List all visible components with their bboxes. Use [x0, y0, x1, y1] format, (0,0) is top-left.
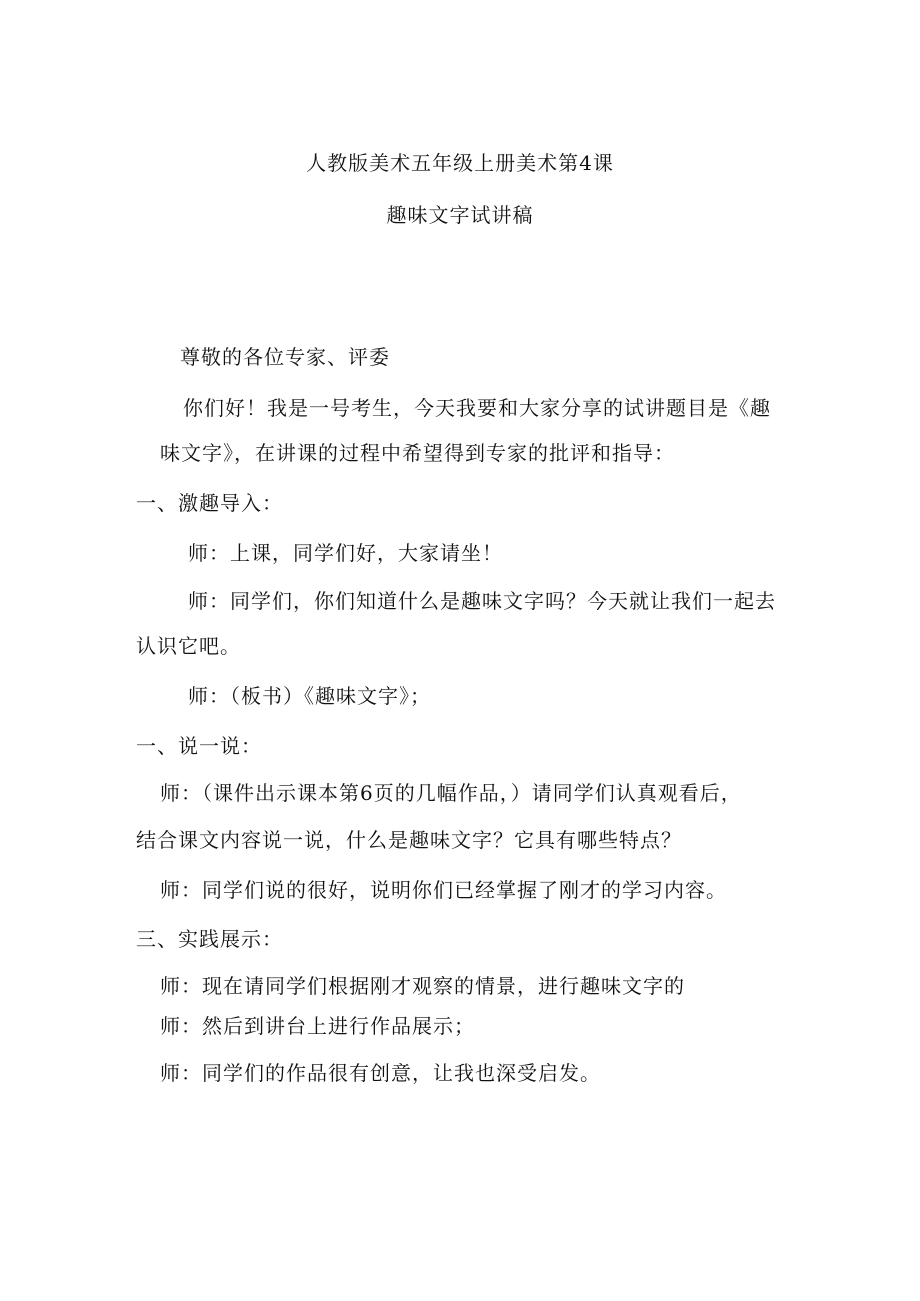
paragraph: 师：上课，同学们好，大家请坐！: [188, 541, 503, 565]
intro-paragraph-line-2: 味文字》，在讲课的过程中希望得到专家的批评和指导：: [160, 441, 675, 465]
section-heading-2: 一、说一说：: [136, 734, 262, 758]
document-subtitle: 趣味文字试讲稿: [386, 203, 534, 227]
section-heading-3: 三、实践展示：: [136, 927, 283, 951]
greeting: 尊敬的各位专家、评委: [180, 345, 390, 369]
paragraph: 师：（板书）《趣味文字》；: [188, 684, 431, 708]
paragraph: 师：同学们说的很好，说明你们已经掌握了刚才的学习内容。: [160, 878, 727, 902]
paragraph: 师：同学们的作品很有创意，让我也深受启发。: [160, 1061, 601, 1085]
paragraph-line-2: 结合课文内容说一说，什么是趣味文字？它具有哪些特点？: [136, 828, 682, 852]
paragraph: 师：然后到讲台上进行作品展示；: [160, 1014, 475, 1038]
paragraph-line-2: 认识它吧。: [136, 634, 241, 658]
intro-paragraph-line-1: 你们好！我是一号考生，今天我要和大家分享的试讲题目是《趣: [183, 396, 771, 420]
paragraph-line-1: 师：同学们，你们知道什么是趣味文字吗？今天就让我们一起去: [188, 589, 776, 613]
section-heading-1: 一、激趣导入：: [136, 491, 283, 515]
paragraph-line-1: 师：（课件出示课本第6页的几幅作品，）请同学们认真观看后，: [160, 781, 742, 805]
paragraph: 师：现在请同学们根据刚才观察的情景，进行趣味文字的: [160, 974, 685, 998]
document-title: 人教版美术五年级上册美术第4课: [306, 151, 614, 175]
